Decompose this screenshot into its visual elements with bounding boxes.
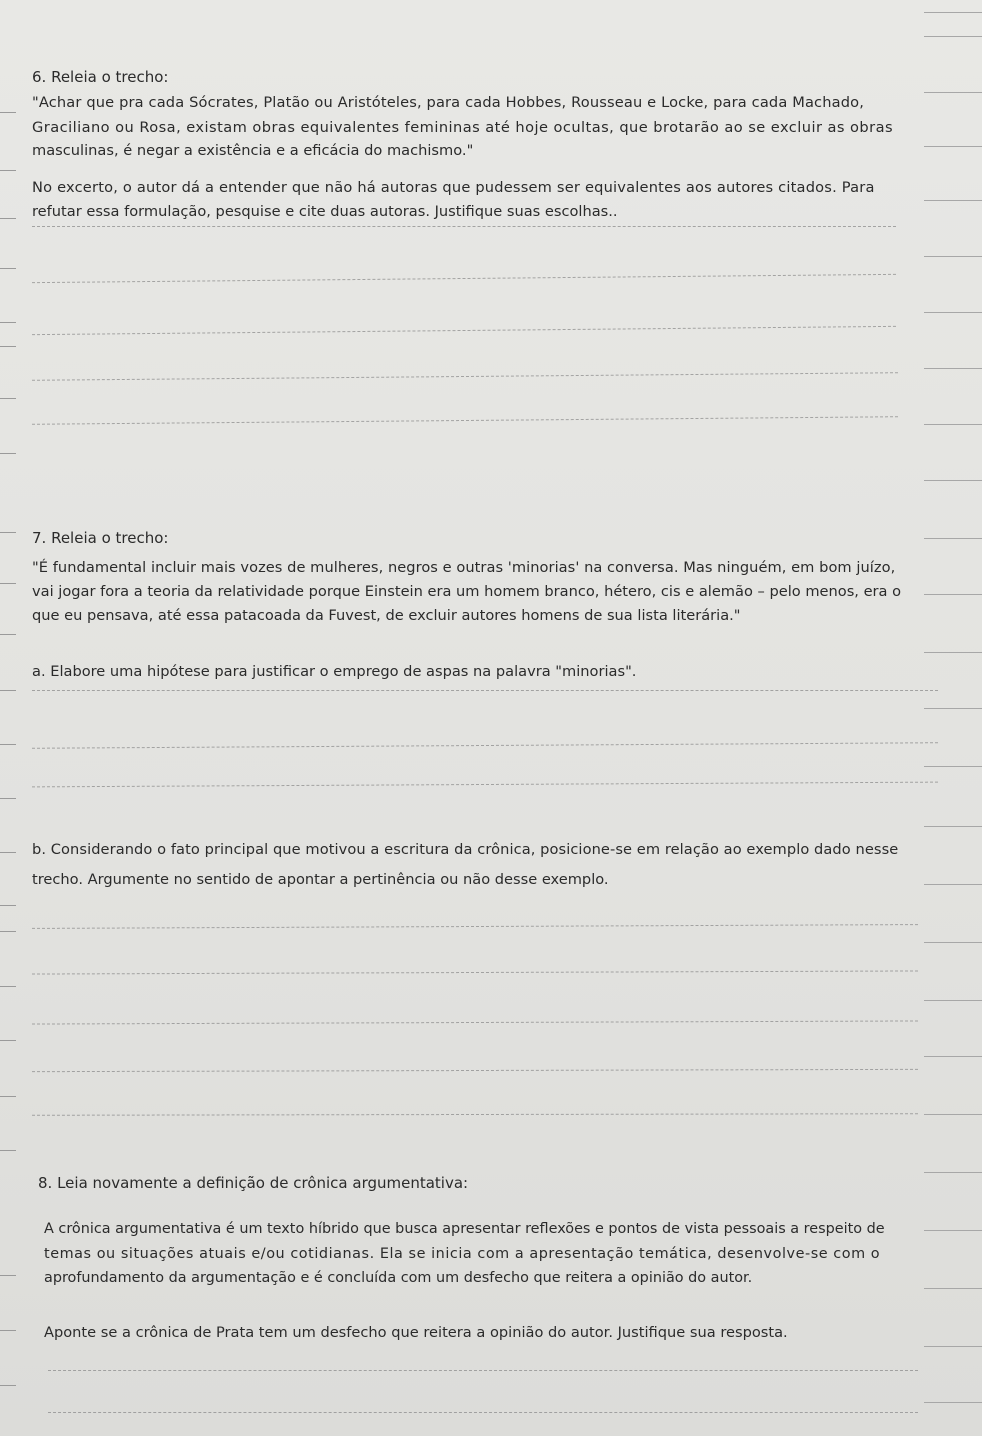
margin-mark <box>924 92 982 93</box>
margin-mark <box>0 931 16 932</box>
margin-mark <box>924 1114 982 1115</box>
margin-mark <box>924 1402 982 1403</box>
margin-mark <box>924 1000 982 1001</box>
margin-mark <box>924 826 982 827</box>
margin-mark <box>924 424 982 425</box>
question-6-prompt-line: No excerto, o autor dá a entender que não há autoras que pudessem ser equivalentes aos autores citados. Para <box>32 179 875 196</box>
question-7b-prompt-line: b. Considerando o fato principal que motivou a escritura da crônica, posicione-se em relação ao exemplo dado nesse <box>32 841 899 858</box>
answer-line[interactable] <box>32 1069 918 1072</box>
answer-line[interactable] <box>32 924 918 929</box>
margin-mark <box>924 594 982 595</box>
margin-mark <box>924 200 982 201</box>
margin-mark <box>0 690 16 691</box>
margin-mark <box>924 146 982 147</box>
margin-mark <box>0 798 16 799</box>
question-7a-prompt: a. Elabore uma hipótese para justificar o emprego de aspas na palavra "minorias". <box>32 663 637 680</box>
margin-mark <box>924 1230 982 1231</box>
margin-mark <box>0 744 16 745</box>
margin-mark <box>0 112 16 113</box>
margin-mark <box>924 368 982 369</box>
margin-mark <box>924 766 982 767</box>
answer-line[interactable] <box>32 690 938 691</box>
margin-mark <box>924 256 982 257</box>
margin-mark <box>0 346 16 347</box>
question-8-definition-line: temas ou situações atuais e/ou cotidianas. Ela se inicia com a apresentação temática, desenvolve-se com o <box>44 1246 881 1262</box>
question-7-quote-line: que eu pensava, até essa patacoada da Fuvest, de excluir autores homens de sua lista literária." <box>32 607 741 624</box>
margin-mark <box>924 884 982 885</box>
answer-line[interactable] <box>32 742 938 749</box>
margin-mark <box>0 634 16 635</box>
margin-mark <box>0 268 16 269</box>
margin-mark <box>924 942 982 943</box>
margin-mark <box>924 538 982 539</box>
question-8-heading: 8. Leia novamente a definição de crônica argumentativa: <box>38 1174 469 1192</box>
question-8-prompt: Aponte se a crônica de Prata tem um desfecho que reitera a opinião do autor. Justifique sua resposta. <box>44 1324 788 1341</box>
margin-mark <box>0 905 16 906</box>
margin-mark <box>0 1150 16 1151</box>
margin-mark <box>0 398 16 399</box>
margin-mark <box>0 583 16 584</box>
margin-mark <box>0 532 16 533</box>
margin-mark <box>924 1288 982 1289</box>
answer-line[interactable] <box>32 416 898 425</box>
margin-mark <box>924 480 982 481</box>
margin-mark <box>0 170 16 171</box>
margin-mark <box>0 1385 16 1386</box>
question-8-definition-line: A crônica argumentativa é um texto híbrido que busca apresentar reflexões e pontos de vista pessoais a respeito de <box>44 1221 885 1237</box>
margin-mark <box>924 12 982 13</box>
question-7b-prompt-line: trecho. Argumente no sentido de apontar a pertinência ou não desse exemplo. <box>32 871 609 888</box>
answer-line[interactable] <box>32 274 896 283</box>
margin-mark <box>0 852 16 853</box>
question-8-definition-line: aprofundamento da argumentação e é concluída com um desfecho que reitera a opinião do autor. <box>44 1270 753 1286</box>
margin-mark <box>924 652 982 653</box>
question-6-quote-line: masculinas, é negar a existência e a eficácia do machismo." <box>32 142 474 159</box>
margin-mark <box>0 322 16 323</box>
answer-line[interactable] <box>32 1113 918 1116</box>
question-6-prompt-line: refutar essa formulação, pesquise e cite duas autoras. Justifique suas escolhas.. <box>32 203 618 220</box>
margin-mark <box>0 1330 16 1331</box>
margin-mark <box>924 312 982 313</box>
question-7-heading: 7. Releia o trecho: <box>32 529 169 547</box>
margin-mark <box>924 1172 982 1173</box>
question-7-quote-line: vai jogar fora a teoria da relatividade porque Einstein era um homem branco, hétero, cis e alemão – pelo menos, era o <box>32 583 902 600</box>
answer-line[interactable] <box>32 226 896 227</box>
answer-line[interactable] <box>32 970 918 974</box>
margin-mark <box>0 986 16 987</box>
margin-mark <box>924 1056 982 1057</box>
answer-line[interactable] <box>32 1020 918 1024</box>
answer-line[interactable] <box>48 1370 918 1371</box>
answer-line[interactable] <box>48 1412 918 1413</box>
question-7-quote-line: "É fundamental incluir mais vozes de mulheres, negros e outras 'minorias' na conversa. Mas ninguém, em bom juízo, <box>32 559 896 576</box>
answer-line[interactable] <box>32 782 938 788</box>
answer-line[interactable] <box>32 372 898 381</box>
question-6-quote-line: Graciliano ou Rosa, existam obras equivalentes femininas até hoje ocultas, que brotarão ao se excluir as obras <box>32 119 894 136</box>
margin-mark <box>924 1346 982 1347</box>
margin-mark <box>0 218 16 219</box>
margin-mark <box>0 453 16 454</box>
margin-mark <box>0 1040 16 1041</box>
answer-line[interactable] <box>32 326 896 335</box>
margin-mark <box>924 36 982 37</box>
question-6-quote-line: "Achar que pra cada Sócrates, Platão ou Aristóteles, para cada Hobbes, Rousseau e Locke, para cada Machado, <box>32 94 865 111</box>
margin-mark <box>0 1275 16 1276</box>
margin-mark <box>0 1096 16 1097</box>
question-6-heading: 6. Releia o trecho: <box>32 68 169 86</box>
margin-mark <box>924 708 982 709</box>
